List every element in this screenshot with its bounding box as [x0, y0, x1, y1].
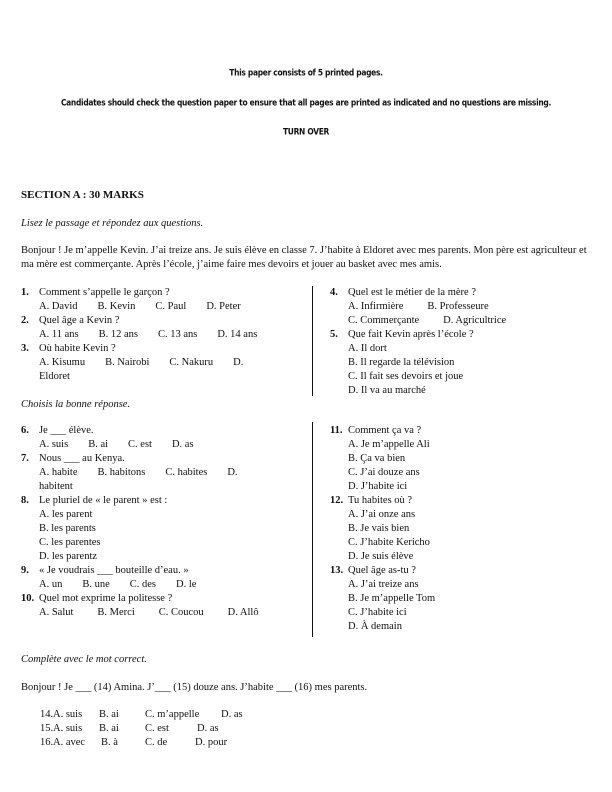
question-number: 13. [330, 565, 344, 576]
option-b[interactable]: B. ai [99, 709, 119, 720]
question-2-options [21, 328, 301, 342]
question-number: 9. [21, 565, 29, 576]
question-number: 4. [330, 287, 338, 298]
question-1 [21, 286, 301, 300]
question-text: Nous ___ au Kenya. [39, 453, 125, 464]
option-d[interactable]: D. [233, 357, 244, 368]
option-d[interactable]: D. À demain [348, 621, 402, 632]
question-8 [21, 494, 301, 508]
option-d[interactable]: D. le [176, 579, 197, 590]
option-d[interactable]: D. as [197, 723, 219, 734]
option-a[interactable]: A. avec [53, 737, 86, 748]
question-text: Quel mot exprime la politesse ? [39, 593, 173, 604]
pages-note: This paper consists of 5 printed pages. [229, 67, 383, 78]
option-a[interactable]: A. suis [53, 709, 83, 720]
option-b[interactable]: B. Ça va bien [348, 453, 406, 464]
option-a[interactable]: A. 11 ans [39, 329, 79, 340]
option-d[interactable]: D. Agricultrice [443, 315, 507, 326]
option-a[interactable]: A. Infirmière [348, 301, 404, 312]
questions-6-10 [21, 424, 301, 620]
option-a[interactable]: A. Kisumu [39, 357, 86, 368]
question-6 [21, 424, 301, 438]
option-d[interactable]: D. pour [195, 737, 228, 748]
question-number: 11. [330, 425, 343, 436]
questions-1-3 [21, 286, 301, 384]
option-a[interactable]: A. suis [39, 439, 69, 450]
option-d[interactable]: D. as [221, 709, 243, 720]
question-number: 2. [21, 315, 29, 326]
option-c[interactable]: C. J’ai douze ans [348, 467, 420, 478]
question-4-options-ab [330, 300, 600, 314]
option-d[interactable]: D. 14 ans [217, 329, 258, 340]
option-a[interactable]: A. Il dort [348, 343, 387, 354]
question-number: 10. [21, 593, 35, 604]
option-c[interactable]: C. habites [165, 467, 208, 478]
option-b[interactable]: B. Je vais bien [348, 523, 410, 534]
question-text: Comment ça va ? [348, 425, 422, 436]
question-6-options [21, 438, 301, 452]
questions-11-13 [330, 424, 600, 634]
question-11 [330, 424, 600, 438]
question-10-options [21, 606, 301, 620]
cloze-passage: Bonjour ! Je ___ (14) Amina. J’___ (15) douze ans. J’habite ___ (16) mes parents. [21, 682, 368, 693]
question-3-option-d-wrap: Eldoret [39, 371, 70, 382]
option-b[interactable]: B. Je m’appelle Tom [348, 593, 436, 604]
reading-instruction: Lisez le passage et répondez aux questions. [21, 218, 204, 229]
cloze-number: 15. [40, 723, 54, 734]
question-7 [21, 452, 301, 466]
option-b[interactable]: B. Professeure [427, 301, 489, 312]
question-8-options [21, 508, 301, 564]
option-d[interactable]: D. Allô [227, 607, 259, 618]
option-a[interactable]: A. J’ai treize ans [348, 579, 419, 590]
option-d[interactable]: D. [227, 467, 238, 478]
option-d[interactable]: D. Je suis élève [348, 551, 414, 562]
cloze-number: 16. [40, 737, 54, 748]
option-a[interactable]: A. les parent [39, 509, 93, 520]
complete-instruction: Complète avec le mot correct. [21, 654, 147, 665]
question-number: 3. [21, 343, 29, 354]
option-a[interactable]: A. Je m’appelle Ali [348, 439, 430, 450]
question-text: Quel est le métier de la mère ? [348, 287, 476, 298]
question-11-options [330, 438, 600, 494]
option-c[interactable]: C. J’habite ici [348, 607, 407, 618]
option-c[interactable]: C. est [128, 439, 152, 450]
question-3 [21, 342, 301, 356]
option-b[interactable]: B. les parents [39, 523, 96, 534]
option-a[interactable]: A. Salut [39, 607, 74, 618]
cloze-row-14 [40, 708, 243, 722]
section-title: SECTION A : 30 MARKS [21, 189, 144, 201]
option-c[interactable]: C. les parentes [39, 537, 101, 548]
question-5 [330, 328, 600, 342]
option-c[interactable]: C. est [145, 723, 169, 734]
option-c[interactable]: C. Paul [155, 301, 187, 312]
question-1-options [21, 300, 301, 314]
question-text: Comment s’appelle le garçon ? [39, 287, 170, 298]
question-12-options [330, 508, 600, 564]
check-note: Candidates should check the question paper to ensure that all pages are printed as indicated and no questions are missing. [60, 97, 552, 108]
option-a[interactable]: A. J’ai onze ans [348, 509, 416, 520]
question-number: 5. [330, 329, 338, 340]
option-a[interactable]: A. habite [39, 467, 78, 478]
question-text: Quel âge a Kevin ? [39, 315, 120, 326]
question-13-options [330, 578, 600, 634]
cloze-options [40, 708, 243, 750]
option-c[interactable]: C. Nakuru [169, 357, 214, 368]
option-c[interactable]: C. Coucou [158, 607, 204, 618]
question-number: 6. [21, 425, 29, 436]
question-text: Le pluriel de « le parent » est : [39, 495, 168, 506]
question-number: 12. [330, 495, 344, 506]
option-b[interactable]: B. ai [99, 723, 119, 734]
option-b[interactable]: B. 12 ans [98, 329, 138, 340]
question-5-options [330, 342, 600, 398]
reading-passage: Bonjour ! Je m’appelle Kevin. J’ai treize ans. Je suis élève en classe 7. J’habite à Eldoret avec mes parents. Mon père est agriculteur et ma mère est commerçante. Après l’école, j’aime faire mes devoirs et jouer au basket avec mes amis. [21, 245, 587, 270]
option-d[interactable]: D. les parentz [39, 551, 98, 562]
option-d[interactable]: D. Il va au marché [348, 385, 426, 396]
question-text: Quel âge as-tu ? [348, 565, 416, 576]
question-text: Tu habites où ? [348, 495, 413, 506]
question-13 [330, 564, 600, 578]
question-12 [330, 494, 600, 508]
option-d[interactable]: D. Peter [206, 301, 241, 312]
question-text: Que fait Kevin après l’école ? [348, 329, 474, 340]
option-d[interactable]: D. as [171, 439, 194, 450]
option-c[interactable]: C. Commerçante [348, 315, 420, 326]
question-number: 7. [21, 453, 29, 464]
option-d[interactable]: D. J’habite ici [348, 481, 408, 492]
choose-instruction: Choisis la bonne réponse. [21, 399, 131, 410]
cloze-number: 14. [40, 709, 54, 720]
option-b[interactable]: B. Kevin [97, 301, 136, 312]
option-c[interactable]: C. de [145, 737, 168, 748]
question-text: « Je voudrais ___ bouteille d’eau. » [39, 565, 189, 576]
option-b[interactable]: B. à [101, 737, 118, 748]
question-2 [21, 314, 301, 328]
questions-4-5 [330, 286, 600, 398]
option-c[interactable]: C. 13 ans [157, 329, 198, 340]
cloze-row-15 [40, 722, 243, 736]
question-7-options [21, 466, 301, 480]
question-9 [21, 564, 301, 578]
option-c[interactable]: C. des [129, 579, 157, 590]
option-b[interactable]: B. ai [88, 439, 109, 450]
option-a[interactable]: A. suis [53, 723, 83, 734]
question-4 [330, 286, 600, 300]
option-c[interactable]: C. Il fait ses devoirs et joue [348, 371, 464, 382]
column-divider [312, 422, 313, 637]
question-10 [21, 592, 301, 606]
option-b[interactable]: B. habitons [97, 467, 146, 478]
question-text: Je ___ élève. [39, 425, 94, 436]
option-a[interactable]: A. un [39, 579, 63, 590]
option-a[interactable]: A. David [39, 301, 78, 312]
option-c[interactable]: C. J’habite Kericho [348, 537, 430, 548]
question-text: Où habite Kevin ? [39, 343, 116, 354]
option-b[interactable]: B. Il regarde la télévision [348, 357, 455, 368]
option-c[interactable]: C. m’appelle [145, 709, 200, 720]
question-number: 8. [21, 495, 29, 506]
cloze-row-16 [40, 736, 243, 750]
question-4-options-cd [330, 314, 600, 328]
option-b[interactable]: B. Merci [97, 607, 135, 618]
column-divider [312, 286, 313, 396]
option-b[interactable]: B. une [82, 579, 110, 590]
question-3-options [21, 356, 301, 370]
option-b[interactable]: B. Nairobi [105, 357, 150, 368]
question-7-option-d-wrap: habitent [39, 481, 73, 492]
question-9-options [21, 578, 301, 592]
turn-over-note: TURN OVER [282, 126, 330, 137]
question-number: 1. [21, 287, 29, 298]
